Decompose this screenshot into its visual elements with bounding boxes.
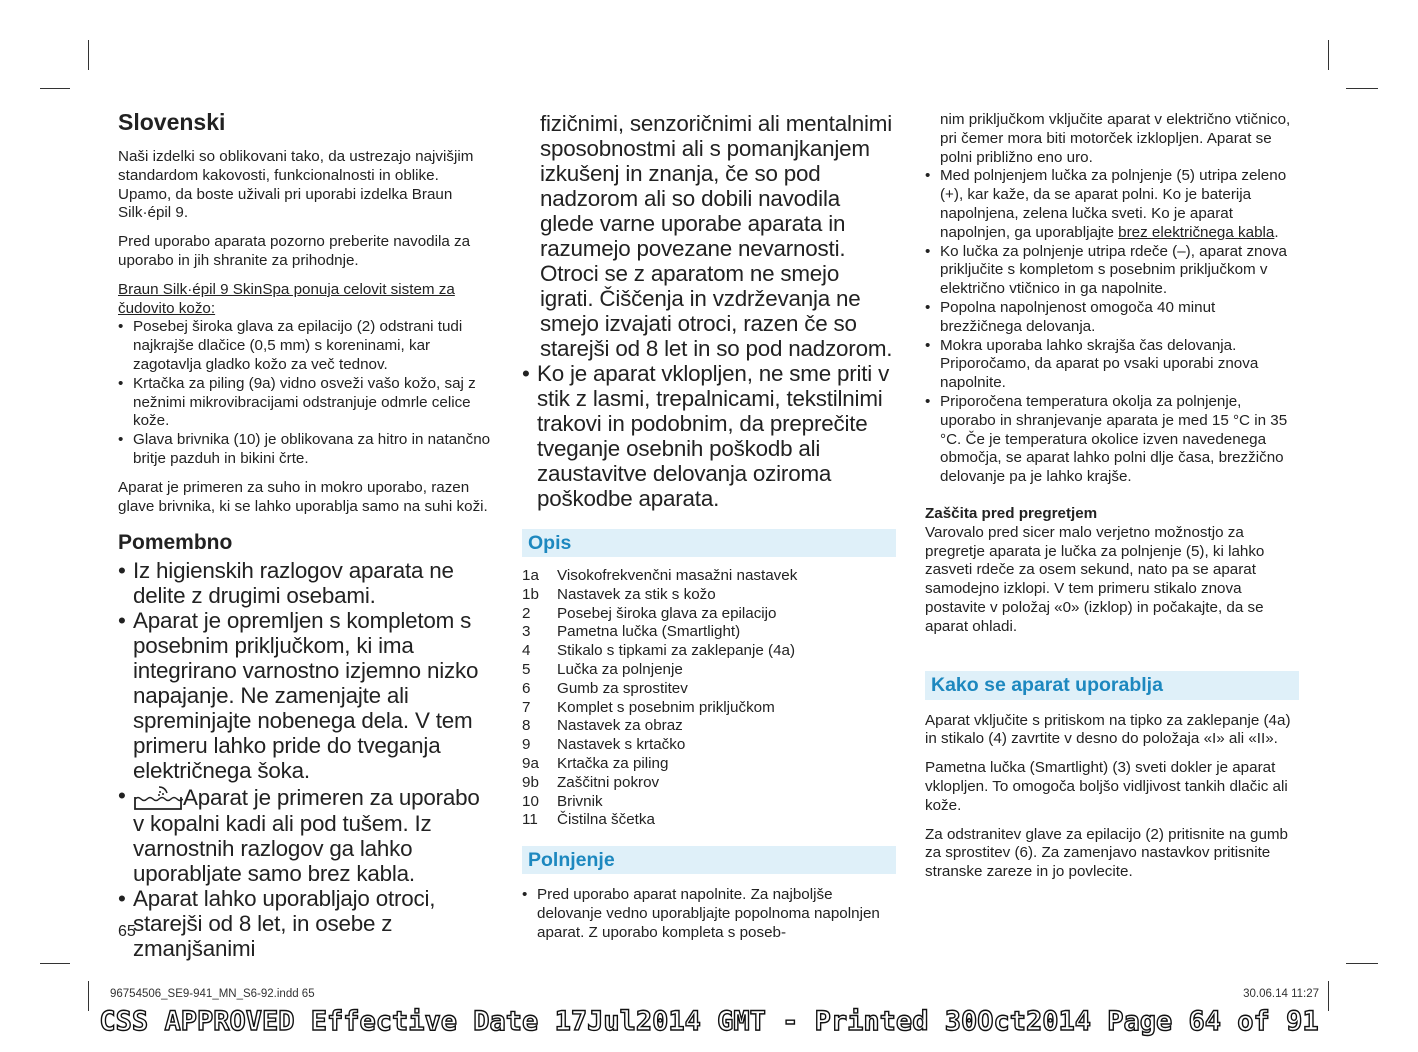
important-title: Pomembno (118, 531, 233, 555)
charging-bullets (925, 167, 1299, 487)
table-row: 6 Gumb za sprostitev (522, 679, 688, 697)
usage-step-2: Pametna lučka (Smartlight) (3) sveti dokler je aparat vklopljen. To omogoča boljšo vidljivost tankih dlačic ali kože. (925, 759, 1288, 814)
table-row: 5 Lučka za polnjenje (522, 660, 683, 678)
charging-heading: Polnjenje (522, 846, 896, 874)
table-row: 11 Čistilna ščetka (522, 811, 655, 829)
column-1 (118, 108, 496, 961)
column-3 (925, 111, 1299, 882)
crop-mark (40, 963, 70, 964)
list-item: • Ko je aparat vklopljen, ne sme priti v stik z lasmi, trepalnicami, tekstilnimi trakovi in podobnim, da preprečite tveganje osebnih poškodb ali zaustavitve delovanja oziroma poškodbe aparata. (522, 361, 896, 511)
read-instructions: Pred uporabo aparata pozorno preberite navodila za uporabo in jih shranite za prihodnje. (118, 233, 471, 269)
table-row: 4 Stikalo s tipkami za zaklepanje (4a) (522, 642, 796, 660)
system-heading: Braun Silk·épil 9 SkinSpa ponuja celovit sistem za čudovito kožo: (118, 280, 455, 317)
overheat-title: Zaščita pred pregretjem (925, 504, 1098, 522)
parts-table (522, 567, 797, 830)
charging-list (522, 886, 896, 942)
bath-shower-icon (133, 783, 183, 811)
charging-continued: nim priključkom vključite aparat v električno vtičnico, pri čemer mora biti motorček izklopljen. Aparat se polni približno eno uro. (940, 111, 1291, 166)
list-item: • Iz higienskih razlogov aparata ne delite z drugimi osebami. (118, 558, 496, 608)
table-row: 9b Zaščitni pokrov (522, 773, 660, 791)
important-list (118, 558, 496, 961)
crop-mark (1328, 40, 1329, 70)
crop-mark (40, 88, 70, 89)
list-item: • Mokra uporaba lahko skrajša čas delovanja. Priporočamo, da aparat po vsaki uporabi znova napolnite. (925, 337, 1299, 393)
safety-list (522, 361, 896, 511)
list-item: • Pred uporabo aparat napolnite. Za najboljše delovanje vedno uporabljajte popolnoma napolnjen aparat. Z uporabo kompleta s poseb- (522, 886, 896, 942)
table-row: 3 Pametna lučka (Smartlight) (522, 623, 741, 641)
feature-list (118, 318, 496, 468)
usage-heading: Kako se aparat uporablja (925, 671, 1299, 700)
crop-mark (1346, 88, 1378, 89)
list-item (118, 783, 496, 886)
list-item: • Krtačka za piling (9a) vidno osveži vašo kožo, saj z nežnimi mikrovibracijami odstranjuje odmrle celice kože. (118, 375, 496, 431)
table-row: 7 Komplet s posebnim priključkom (522, 698, 775, 716)
crop-mark (1346, 963, 1378, 964)
language-title: Slovenski (118, 109, 226, 135)
usage-step-3: Za odstranitev glave za epilacijo (2) pritisnite na gumb za sprostitev (6). Za zamenjavo nastavkov pritisnite stranske zareze in jo povlecite. (925, 825, 1288, 881)
overheat-text: Varovalo pred sicer malo verjetno možnostjo za pregretje aparata je lučka za polnjenje (5), ki lahko zasveti rdeče za osem sekund, nato pa se aparat samodejno izklopi. V tem primeru stikalo znova postavite v položaj «0» (izklop) in počakajte, da se aparat ohladi. (925, 523, 1265, 635)
list-item: • Glava brivnika (10) je oblikovana za hitro in natančno britje pazduh in bikini črte. (118, 431, 496, 469)
usage-step-1: Aparat vključite s pritiskom na tipko za zaklepanje (4a) in stikalo (4) zavrtite v desno do položaja «I» ali «II». (925, 711, 1291, 748)
table-row: 1b Nastavek za stik s kožo (522, 585, 716, 603)
table-row: 8 Nastavek za obraz (522, 717, 683, 735)
table-row: 9a Krtačka za piling (522, 754, 669, 772)
usage-text: Aparat je primeren za suho in mokro uporabo, razen glave brivnika, ki se lahko uporablja samo na suhi koži. (118, 478, 488, 515)
children-text: fizičnimi, senzoričnimi ali mentalnimi sposobnostmi ali s pomanjkanjem izkušenj in znanja, če so pod nadzorom ali so dobili navodila glede varne uporabe aparata in razumejo povezane nevarnosti. Otroci se z aparatom ne smejo igrati. Čiščenja in vzdrževanja ne smejo izvajati otroci, razen če so starejši od 8 let in so pod nadzorom. (540, 111, 893, 361)
table-row: 9 Nastavek s krtačko (522, 736, 686, 754)
file-info: 96754506_SE9-941_MN_S6-92.indd 65 (110, 988, 315, 1000)
cordless-link: brez električnega kabla (1118, 223, 1275, 241)
table-row: 10 Brivnik (522, 792, 603, 810)
list-item: • Aparat lahko uporabljajo otroci, starejši od 8 let, in osebe z zmanjšanimi (118, 886, 496, 961)
list-item: • Aparat je opremljen s kompletom s posebnim priključkom, ki ima integrirano varnostno izjemno nizko napajanje. Ne zamenjajte ali spreminjajte nobenega dela. V tem primeru lahko pride do tveganja električnega šoka. (118, 608, 496, 783)
list-item: • Ko lučka za polnjenje utripa rdeče (–), aparat znova priključite s kompletom s posebnim priključkom v električno vtičnico in ga napolnite. (925, 243, 1299, 299)
print-date: 30.06.14 11:27 (1243, 988, 1319, 1000)
intro-text: Naši izdelki so oblikovani tako, da ustrezajo najvišjim standardom kakovosti, funkcionalnosti in oblike. Upamo, da boste uživali pri uporabi izdelka Braun Silk·épil 9. (118, 148, 474, 222)
table-row: 2 Posebej široka glava za epilacijo (522, 604, 777, 622)
description-heading: Opis (522, 529, 896, 557)
crop-mark (88, 40, 89, 70)
list-item: • Med polnjenjem lučka za polnjenje (5) utripa zeleno (+), kar kaže, da se aparat polni. Ko je baterija napolnjena, zelena lučka sveti. Ko je aparat napolnjen, ga uporabljajte brez električnega kabla. (925, 167, 1299, 242)
bath-text: Aparat je primeren za uporabo v kopalni kadi ali pod tušem. Iz varnostnih razlogov ga lahko uporabljate samo brez kabla. (133, 785, 480, 887)
list-item: • Posebej široka glava za epilacijo (2) odstrani tudi najkrajše dlačice (0,5 mm) s koreninami, kar zagotavlja gladko kožo za več tednov. (118, 318, 496, 374)
list-item: • Priporočena temperatura okolja za polnjenje, uporabo in shranjevanje aparata je med 15 °C in 35 °C. Če je temperatura okolice izven navedenega območja, se aparat lahko polni dlje časa, brezžično delovanje pa je lahko krajše. (925, 393, 1299, 487)
column-2 (522, 111, 896, 943)
page-number: 65 (118, 923, 136, 940)
table-row: 1a Visokofrekvenčni masažni nastavek (522, 567, 798, 584)
list-item: • Popolna napolnjenost omogoča 40 minut brezžičnega delovanja. (925, 299, 1299, 337)
approval-stamp: CSS APPROVED Effective Date 17Jul2014 GMT - Printed 30Oct2014 Page 64 of 91 (99, 1006, 1319, 1037)
